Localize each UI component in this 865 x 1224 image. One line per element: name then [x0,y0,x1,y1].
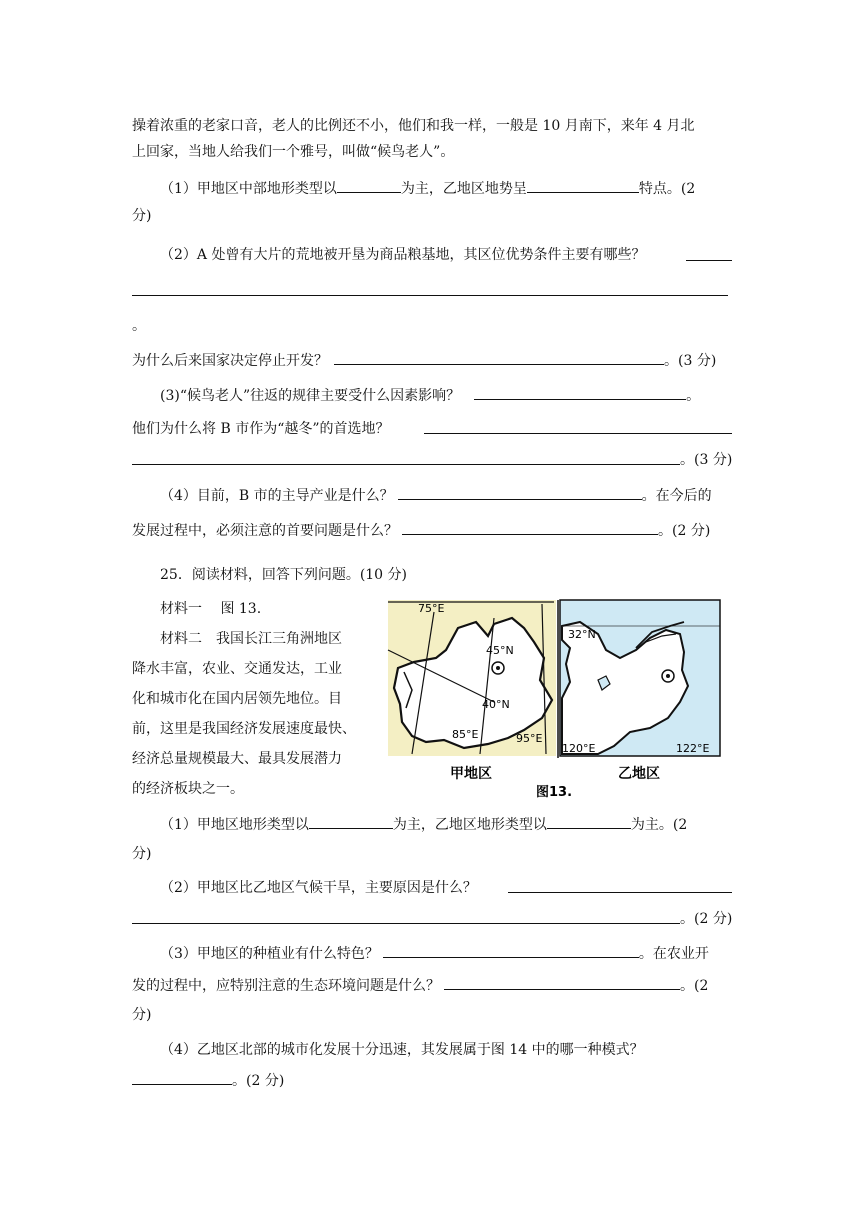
q25-3-cont: 分) [132,1007,152,1023]
q25-2-text-a: （2）甲地区比乙地区气候干旱，主要原因是什么？ [160,880,477,896]
answer-blank[interactable] [334,350,664,365]
caption-yi: 乙地区 [618,766,660,782]
label-45n: 45°N [486,644,514,657]
q24-2-end: 。 [132,318,146,334]
q24-2-text-b: 为什么后来国家决定停止开发？ [132,353,328,369]
q25-1-cont: 分) [132,846,152,862]
q24-3-line [160,385,700,406]
answer-blank[interactable] [132,295,728,296]
material-2-line-1: 材料二 我国长江三角洲地区 [160,631,342,647]
answer-blank[interactable] [402,520,658,535]
q24-2-text-c: 。(3 分) [664,353,717,369]
intro-line-2: 上回家，当地人给我们一个雅号，叫做“候鸟老人”。 [132,144,455,160]
q25-3-text-a: （3）甲地区的种植业有什么特色？ [160,946,379,962]
q24-4-text-c: 。(2 分) [658,523,711,539]
q24-1-cont: 分) [132,208,152,224]
q25-3-text-a-end: 。在农业开 [638,946,709,962]
answer-blank[interactable] [398,485,642,500]
q24-1-text-a: （1）甲地区中部地形类型以 [160,181,337,197]
q25-2-score: 。(2 分) [680,911,733,927]
material-2-line-4: 前，这里是我国经济发展速度最快、 [132,721,356,737]
q24-3-line-b [132,419,390,439]
answer-blank[interactable] [424,433,732,434]
q24-4-line [160,485,712,506]
q24-4-text-a-end: 。在今后的 [641,488,712,504]
q25-1-text-c: 为主。(2 [630,817,688,833]
q24-2-line-b [132,350,716,371]
q25-title: 25．阅读材料，回答下列问题。(10 分) [160,567,408,583]
answer-blank[interactable] [547,814,631,829]
q24-3-text-a: (3)“候鸟老人”往返的规律主要受什么因素影响？ [160,388,461,404]
q25-1-text-b: 为主，乙地区地形类型以 [392,817,547,833]
q24-3-text-b: 他们为什么将 B 市作为“越冬”的首选地？ [132,421,390,437]
q25-3-text-b: 发的过程中，应特别注意的生态环境问题是什么？ [132,978,440,994]
answer-blank[interactable] [337,178,401,193]
material-2-line-5: 经济总量规模最大、最具发展潜力 [132,751,342,767]
caption-jia: 甲地区 [450,766,492,782]
label-32n: 32°N [568,628,596,641]
q24-4-text-a: （4）目前，B 市的主导产业是什么？ [160,488,394,504]
q25-4-line: （4）乙地区北部的城市化发展十分迅速，其发展属于图 14 中的哪一种模式？ [160,1042,644,1058]
q24-2-text-a: （2）A 处曾有大片的荒地被开垦为商品粮基地，其区位优势条件主要有哪些？ [160,247,646,263]
q24-4-line-b [132,520,710,541]
panel-yi [560,600,720,756]
label-75e: 75°E [418,602,445,615]
answer-blank[interactable] [132,1070,232,1085]
q25-3-line-b [132,975,708,996]
figure-title: 图13. [536,785,573,800]
q24-1-text-c: 特点。(2 [638,181,696,197]
q24-1-line [160,178,695,199]
material-2-line-2: 降水丰富，农业、交通发达，工业 [132,661,342,677]
answer-blank[interactable] [309,814,393,829]
material-2-line-3: 化和城市化在国内居领先地位。目 [132,691,342,707]
figure-13-map [384,598,724,803]
answer-blank[interactable] [383,943,639,958]
label-85e: 85°E [452,728,479,741]
panel-jia [388,600,556,756]
material-1: 材料一 图 13. [160,601,262,617]
intro-line-1: 操着浓重的老家口音，老人的比例还不小，他们和我一样，一般是 10 月南下，来年 4 月北 [132,118,695,134]
figure-13-svg [384,598,724,803]
q24-2-line [160,245,645,265]
label-40n: 40°N [482,698,510,711]
label-122e: 122°E [676,742,710,755]
q24-3-text-a-end: 。 [686,388,701,404]
answer-blank[interactable] [686,260,732,261]
q25-3-text-c: 。(2 [680,978,709,994]
q25-1-text-a: （1）甲地区地形类型以 [160,817,309,833]
q25-3-line [160,943,709,964]
label-120e: 120°E [562,742,596,755]
q24-4-text-b: 发展过程中，必须注意的首要问题是什么？ [132,523,398,539]
answer-blank[interactable] [527,178,639,193]
q25-4-line-b [132,1070,284,1091]
answer-blank[interactable] [508,892,732,893]
q24-3-score: 。(3 分) [680,452,733,468]
q25-2-line [160,878,477,898]
answer-blank[interactable] [132,923,680,924]
label-95e: 95°E [516,732,543,745]
answer-blank[interactable] [474,385,686,400]
answer-blank[interactable] [444,975,680,990]
q25-4-text-b: 。(2 分) [232,1073,285,1089]
answer-blank[interactable] [132,464,680,465]
q25-1-line [160,814,687,835]
q24-1-text-b: 为主，乙地区地势呈 [400,181,527,197]
material-2-line-6: 的经济板块之一。 [132,781,244,797]
